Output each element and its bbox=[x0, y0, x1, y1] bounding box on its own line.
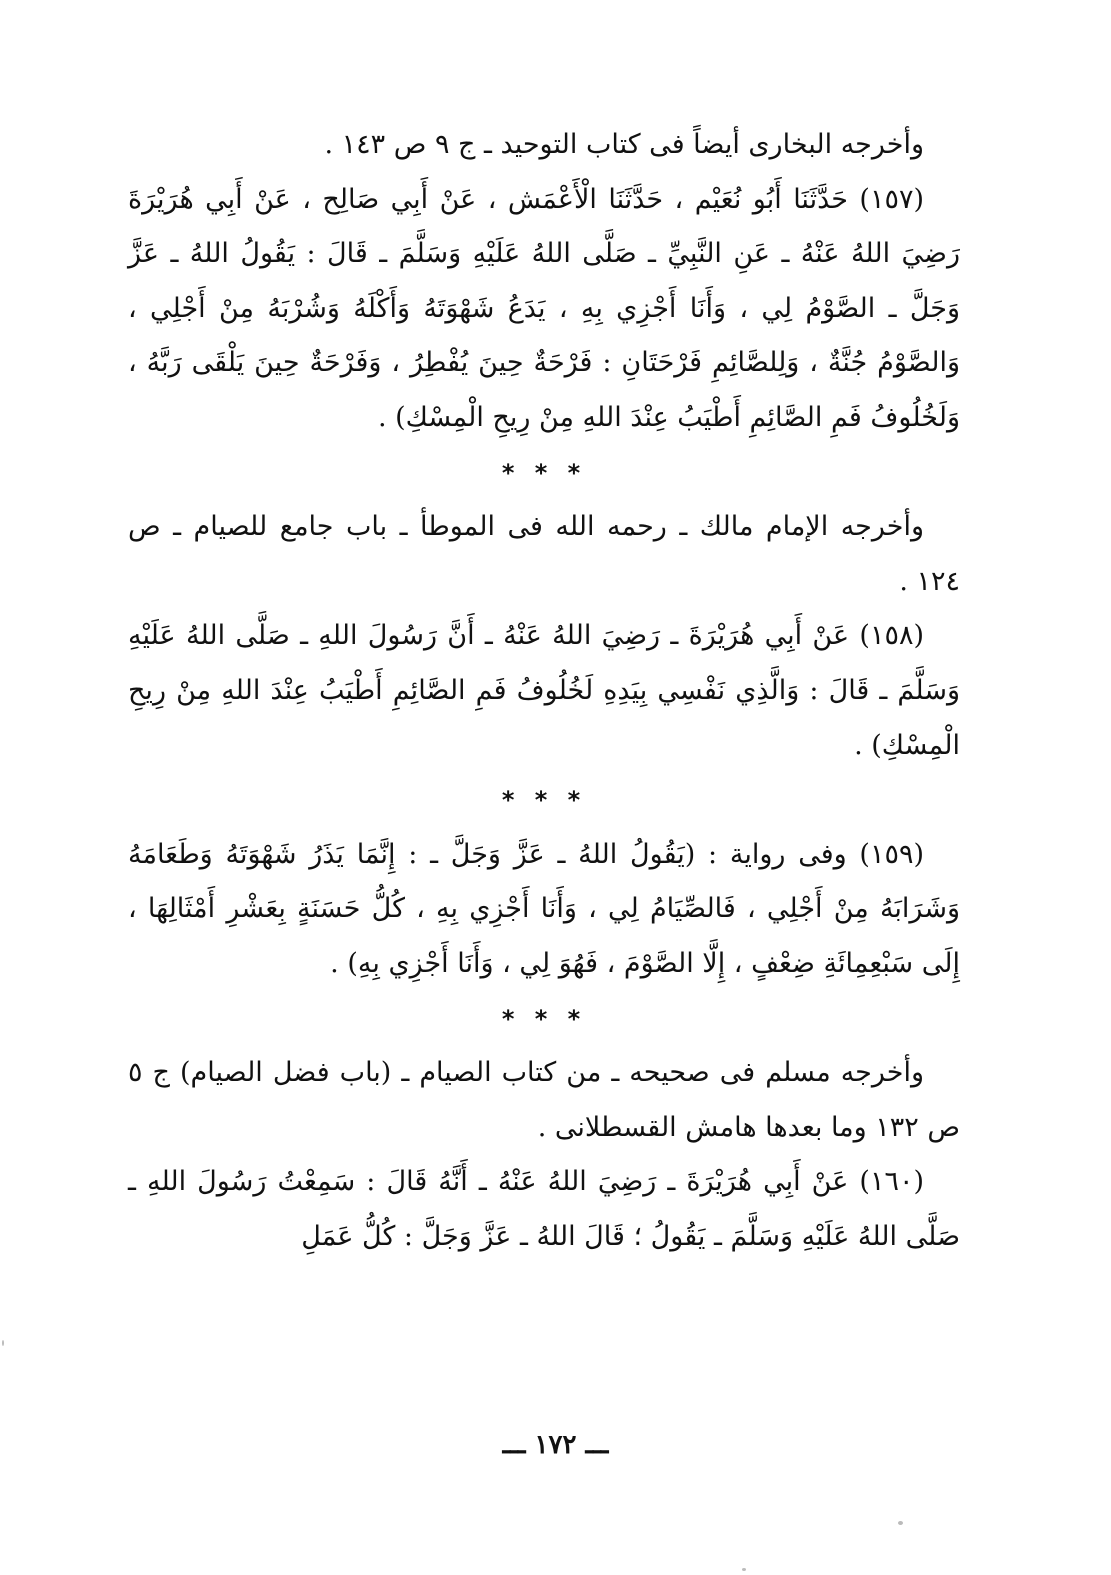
section-separator: * * * bbox=[501, 786, 587, 815]
scan-speck bbox=[2, 1340, 4, 1346]
source-note: وأخرجه مسلم فى صحيحه ـ من كتاب الصيام ـ (باب فضل الصيام) ج ٥ ص ١٣٢ وما بعدها هامش القسطلانى . bbox=[128, 1057, 960, 1143]
hadith-160: (١٦٠) عَنْ أَبِي هُرَيْرَةَ ـ رَضِيَ اللهُ عَنْهُ ـ أَنَّهُ قَالَ : سَمِعْتُ رَسُولَ اللهِ ـ صَلَّى اللهُ عَلَيْهِ وَسَلَّمَ ـ يَقُولُ ؛ قَالَ اللهُ ـ عَزَّ وَجَلَّ : كُلُّ عَمَلِ bbox=[128, 1166, 960, 1252]
hadith-157: (١٥٧) حَدَّثَنَا أَبُو نُعَيْم ، حَدَّثَنَا الْأَعْمَش ، عَنْ أَبِي صَالِح ، عَنْ أَبِي هُرَيْرَةَ رَضِيَ اللهُ عَنْهُ ـ عَنِ النَّبِيِّ ـ صَلَّى اللهُ عَلَيْهِ وَسَلَّمَ ـ قَالَ : يَقُولُ اللهُ ـ عَزَّ وَجَلَّ ـ الصَّوْمُ لِي ، وَأَنَا أَجْزِي بِهِ ، يَدَعُ شَهْوَتَهُ وَأَكْلَهُ وَشُرْبَهُ مِنْ أَجْلِي ، وَالصَّوْمُ جُنَّةٌ ، وَلِلصَّائِمِ فَرْحَتَانِ : فَرْحَةٌ حِينَ يُفْطِرُ ، وَفَرْحَةٌ حِينَ يَلْقَى رَبَّهُ ، وَلَخُلُوفُ فَمِ الصَّائِمِ أَطْيَبُ عِنْدَ اللهِ مِنْ رِيحِ الْمِسْكِ) . bbox=[128, 183, 960, 433]
page-body bbox=[128, 118, 960, 1264]
page-number: ـــ ١٧٢ ـــ bbox=[502, 1430, 609, 1460]
hadith-158: (١٥٨) عَنْ أَبِي هُرَيْرَةَ ـ رَضِيَ اللهُ عَنْهُ ـ أَنَّ رَسُولَ اللهِ ـ صَلَّى اللهُ عَلَيْهِ وَسَلَّمَ ـ قَالَ : وَالَّذِي نَفْسِي بِيَدِهِ لَخُلُوفُ فَمِ الصَّائِمِ أَطْيَبُ عِنْدَ اللهِ مِنْ رِيحِ الْمِسْكِ) . bbox=[128, 620, 960, 761]
source-note: وأخرجه البخارى أيضاً فى كتاب التوحيد ـ ج ٩ ص ١٤٣ . bbox=[324, 129, 924, 160]
scan-speck bbox=[898, 1521, 903, 1525]
section-separator: * * * bbox=[501, 1004, 587, 1033]
hadith-159: (١٥٩) وفى رواية : (يَقُولُ اللهُ ـ عَزَّ وَجَلَّ ـ : إِنَّمَا يَذَرُ شَهْوَتَهُ وَطَعَامَهُ وَشَرَابَهُ مِنْ أَجْلِي ، فَالصِّيَامُ لِي ، وَأَنَا أَجْزِي بِهِ ، كُلُّ حَسَنَةٍ بِعَشْرِ أَمْثَالِهَا ، إِلَى سَبْعِمِائَةِ ضِعْفٍ ، إِلَّا الصَّوْمَ ، فَهُوَ لِي ، وَأَنَا أَجْزِي بِهِ) . bbox=[128, 838, 960, 979]
scan-speck bbox=[742, 1568, 746, 1571]
section-separator: * * * bbox=[501, 458, 587, 487]
source-note: وأخرجه الإمام مالك ـ رحمه الله فى الموطأ ـ باب جامع للصيام ـ ص ١٢٤ . bbox=[128, 511, 960, 597]
